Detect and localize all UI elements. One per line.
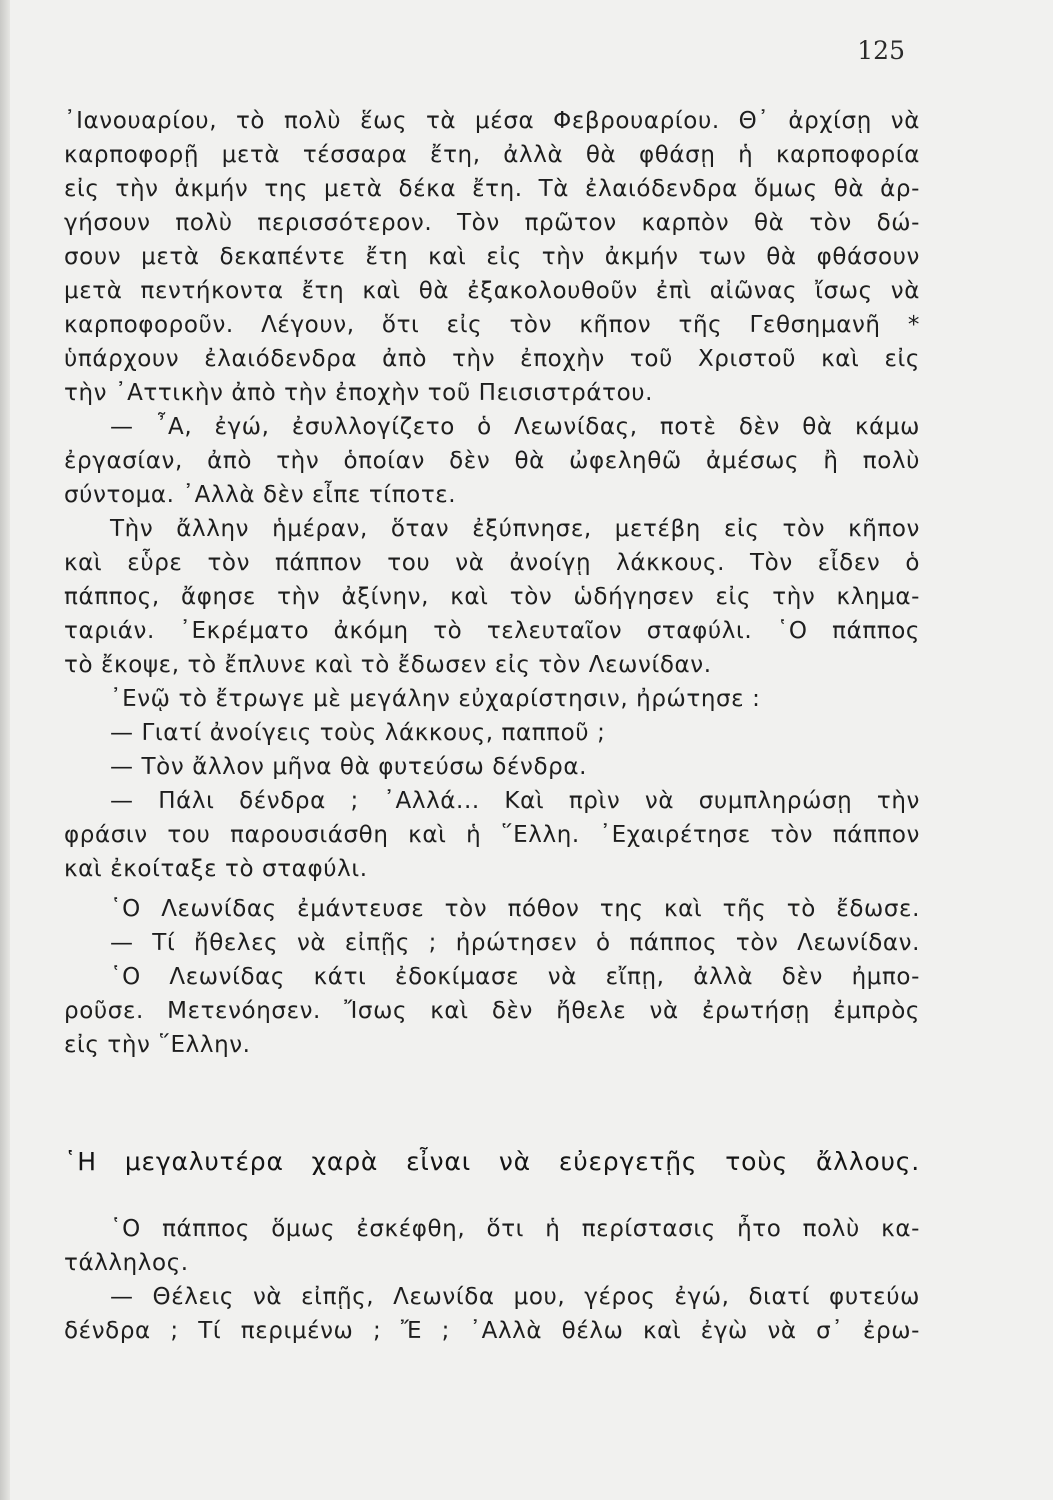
text-line: Τὴν ἄλλην ἡμέραν, ὅταν ἐξύπνησε, μετέβη εἰς τὸν κῆπον xyxy=(110,516,920,542)
text-line: ὑπάρχουν ἐλαιόδενδρα ἀπὸ τὴν ἐποχὴν τοῦ Χριστοῦ καὶ εἰς xyxy=(64,346,920,372)
page-number: 125 xyxy=(857,36,905,65)
text-line: — Πάλι δένδρα ; ᾿Αλλά... Καὶ πρὶν νὰ συμπληρώσῃ τὴν xyxy=(110,788,920,814)
text-line: ᾿Ενῷ τὸ ἔτρωγε μὲ μεγάλην εὐχαρίστησιν, ἠρώτησε : xyxy=(110,686,761,712)
text-line: καρποφορῇ μετὰ τέσσαρα ἔτη, ἀλλὰ θὰ φθάσῃ ἡ καρποφορία xyxy=(64,142,920,168)
text-line: τάλληλος. xyxy=(64,1250,189,1276)
text-line: — ῏Α, ἐγώ, ἐσυλλογίζετο ὁ Λεωνίδας, ποτὲ δὲν θὰ κάμω xyxy=(110,414,920,440)
text-line: εἰς τὴν ἀκμήν της μετὰ δέκα ἔτη. Τὰ ἐλαιόδενδρα ὅμως θὰ ἀρ- xyxy=(64,176,920,202)
text-line: — Τὸν ἄλλον μῆνα θὰ φυτεύσω δένδρα. xyxy=(110,754,587,780)
text-line: — Τί ἤθελες νὰ εἰπῇς ; ἠρώτησεν ὁ πάππος τὸν Λεωνίδαν. xyxy=(110,930,920,956)
text-line: ροῦσε. Μετενόησεν. Ἴσως καὶ δὲν ἤθελε νὰ ἐρωτήσῃ ἐμπρὸς xyxy=(64,998,920,1024)
text-line: ἐργασίαν, ἀπὸ τὴν ὁποίαν δὲν θὰ ὠφεληθῶ ἀμέσως ἢ πολὺ xyxy=(64,448,920,474)
text-line: ῾Ο Λεωνίδας ἐμάντευσε τὸν πόθον της καὶ τῆς τὸ ἔδωσε. xyxy=(110,896,920,922)
text-line: μετὰ πεντήκοντα ἔτη καὶ θὰ ἐξακολουθοῦν ἐπὶ αἰῶνας ἴσως νὰ xyxy=(64,278,920,304)
text-line: ᾿Ιανουαρίου, τὸ πολὺ ἕως τὰ μέσα Φεβρουαρίου. Θ᾿ ἀρχίσῃ νὰ xyxy=(64,108,920,134)
text-line: φράσιν του παρουσιάσθη καὶ ἡ ῞Ελλη. ᾿Εχαιρέτησε τὸν πάππον xyxy=(64,822,920,848)
text-line: ταριάν. ᾿Εκρέματο ἀκόμη τὸ τελευταῖον σταφύλι. ῾Ο πάππος xyxy=(64,618,920,644)
text-line: γήσουν πολὺ περισσότερον. Τὸν πρῶτον καρπὸν θὰ τὸν δώ- xyxy=(64,210,920,236)
text-line: πάππος, ἄφησε τὴν ἀξίνην, καὶ τὸν ὡδήγησεν εἰς τὴν κλημα- xyxy=(64,584,920,610)
text-line: — Γιατί ἀνοίγεις τοὺς λάκκους, παπποῦ ; xyxy=(110,720,606,746)
text-line: καρποφοροῦν. Λέγουν, ὅτι εἰς τὸν κῆπον τῆς Γεθσημανῆ * xyxy=(64,312,920,338)
text-line: εἰς τὴν ῞Ελλην. xyxy=(64,1032,251,1058)
text-line: — Θέλεις νὰ εἰπῇς, Λεωνίδα μου, γέρος ἐγώ, διατί φυτεύω xyxy=(110,1284,920,1310)
text-line: δένδρα ; Τί περιμένω ; Ἔ ; ᾿Αλλὰ θέλω καὶ ἐγὼ νὰ σ᾿ ἐρω- xyxy=(64,1318,920,1344)
text-line: καὶ ἐκοίταξε τὸ σταφύλι. xyxy=(64,856,368,882)
text-line: ῾Ο Λεωνίδας κάτι ἐδοκίμασε νὰ εἴπῃ, ἀλλὰ δὲν ἠμπο- xyxy=(110,964,920,990)
section-heading: ῾Η μεγαλυτέρα χαρὰ εἶναι νὰ εὐεργετῇς τοὺς ἄλλους. xyxy=(64,1147,920,1176)
text-line: τὴν ᾿Αττικὴν ἀπὸ τὴν ἐποχὴν τοῦ Πεισιστράτου. xyxy=(64,380,654,406)
text-line: σουν μετὰ δεκαπέντε ἔτη καὶ εἰς τὴν ἀκμήν των θὰ φθάσουν xyxy=(64,244,920,270)
page-spine-shadow xyxy=(0,0,10,1500)
text-line: καὶ εὗρε τὸν πάππον του νὰ ἀνοίγῃ λάκκους. Τὸν εἶδεν ὁ xyxy=(64,550,920,576)
text-line: σύντομα. ᾿Αλλὰ δὲν εἶπε τίποτε. xyxy=(64,482,457,508)
text-line: ῾Ο πάππος ὅμως ἐσκέφθη, ὅτι ἡ περίστασις ἦτο πολὺ κα- xyxy=(110,1216,920,1242)
text-line: τὸ ἔκοψε, τὸ ἔπλυνε καὶ τὸ ἔδωσεν εἰς τὸν Λεωνίδαν. xyxy=(64,652,712,678)
